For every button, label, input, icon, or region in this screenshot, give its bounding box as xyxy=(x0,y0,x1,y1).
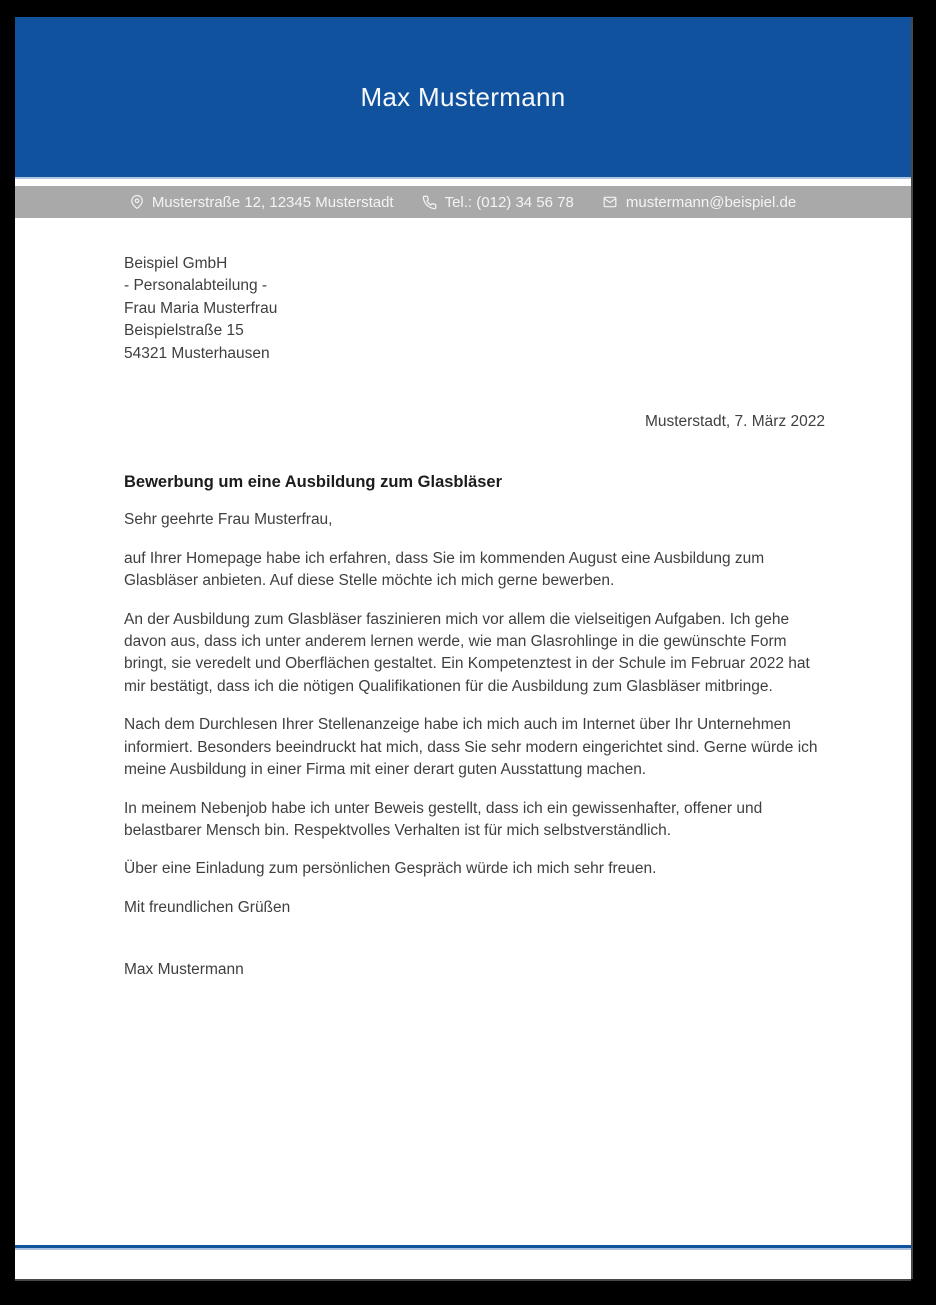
mail-icon xyxy=(602,195,618,209)
footer-accent-rule xyxy=(15,1245,911,1250)
signature-name: Max Mustermann xyxy=(124,961,244,979)
closing-phrase: Mit freundlichen Grüßen xyxy=(124,898,291,916)
recipient-line: Frau Maria Musterfrau xyxy=(124,299,278,317)
body-paragraph: auf Ihrer Homepage habe ich erfahren, dass Sie im kommenden August eine Ausbildung zum Glasbläser anbieten. Auf diese Stelle möchte ich mich gerne bewerben. xyxy=(124,549,765,590)
phone-icon xyxy=(422,195,437,210)
contact-email xyxy=(602,194,796,211)
contact-phone xyxy=(422,194,574,211)
body-paragraph: In meinem Nebenjob habe ich unter Beweis gestellt, dass ich ein gewissenhafter, offener und belastbarer Mensch bin. Respektvolles Verhalten ist für mich selbstverständlich. xyxy=(124,799,763,839)
letter-page xyxy=(15,17,911,1279)
body-paragraph: An der Ausbildung zum Glasbläser faszinieren mich vor allem die vielseitigen Aufgaben. Ich gehe davon aus, dass ich unter anderem lernen werde, wie man Glasrohlinge in die gewünschte Form bringt, sie veredelt und Oberflächen gestaltet. Ein Kompetenztest in der Schule im Februar 2022 hat mir bestätigt, dass ich die nötigen Qualifikationen für die Ausbildung zum Glasbläser mitbringe. xyxy=(124,610,810,695)
body-paragraph: Nach dem Durchlesen Ihrer Stellenanzeige habe ich mich auch im Internet über Ihr Unternehmen informiert. Besonders beeindruckt hat mich, dass Sie sehr modern eingerichtet sind. Gerne würde ich meine Ausbildung in einer Firma mit einer derart guten Ausstattung machen. xyxy=(124,716,818,779)
recipient-line: 54321 Musterhausen xyxy=(124,344,270,362)
contact-bar xyxy=(15,186,911,218)
contact-address xyxy=(130,194,394,211)
contact-phone-text: Tel.: (012) 34 56 78 xyxy=(444,193,574,211)
sender-name: Max Mustermann xyxy=(360,81,566,112)
contact-address-text: Musterstraße 12, 12345 Musterstadt xyxy=(151,193,394,211)
contact-email-text: mustermann@beispiel.de xyxy=(625,193,797,211)
recipient-line: Beispielstraße 15 xyxy=(124,322,244,340)
salutation: Sehr geehrte Frau Musterfrau, xyxy=(124,511,333,529)
recipient-line: Beispiel GmbH xyxy=(124,255,228,272)
date-line: Musterstadt, 7. März 2022 xyxy=(644,413,825,431)
recipient-line: - Personalabteilung - xyxy=(124,277,268,295)
subject-line: Bewerbung um eine Ausbildung zum Glasbläser xyxy=(124,473,503,492)
letter-content xyxy=(15,253,911,982)
map-pin-icon xyxy=(130,194,144,210)
recipient-address-block xyxy=(124,253,825,365)
body-paragraph: Über eine Einladung zum persönlichen Gespräch würde ich mich sehr freuen. xyxy=(124,860,657,878)
letter-header xyxy=(15,17,911,179)
footer-rule-light-line xyxy=(15,1248,911,1250)
